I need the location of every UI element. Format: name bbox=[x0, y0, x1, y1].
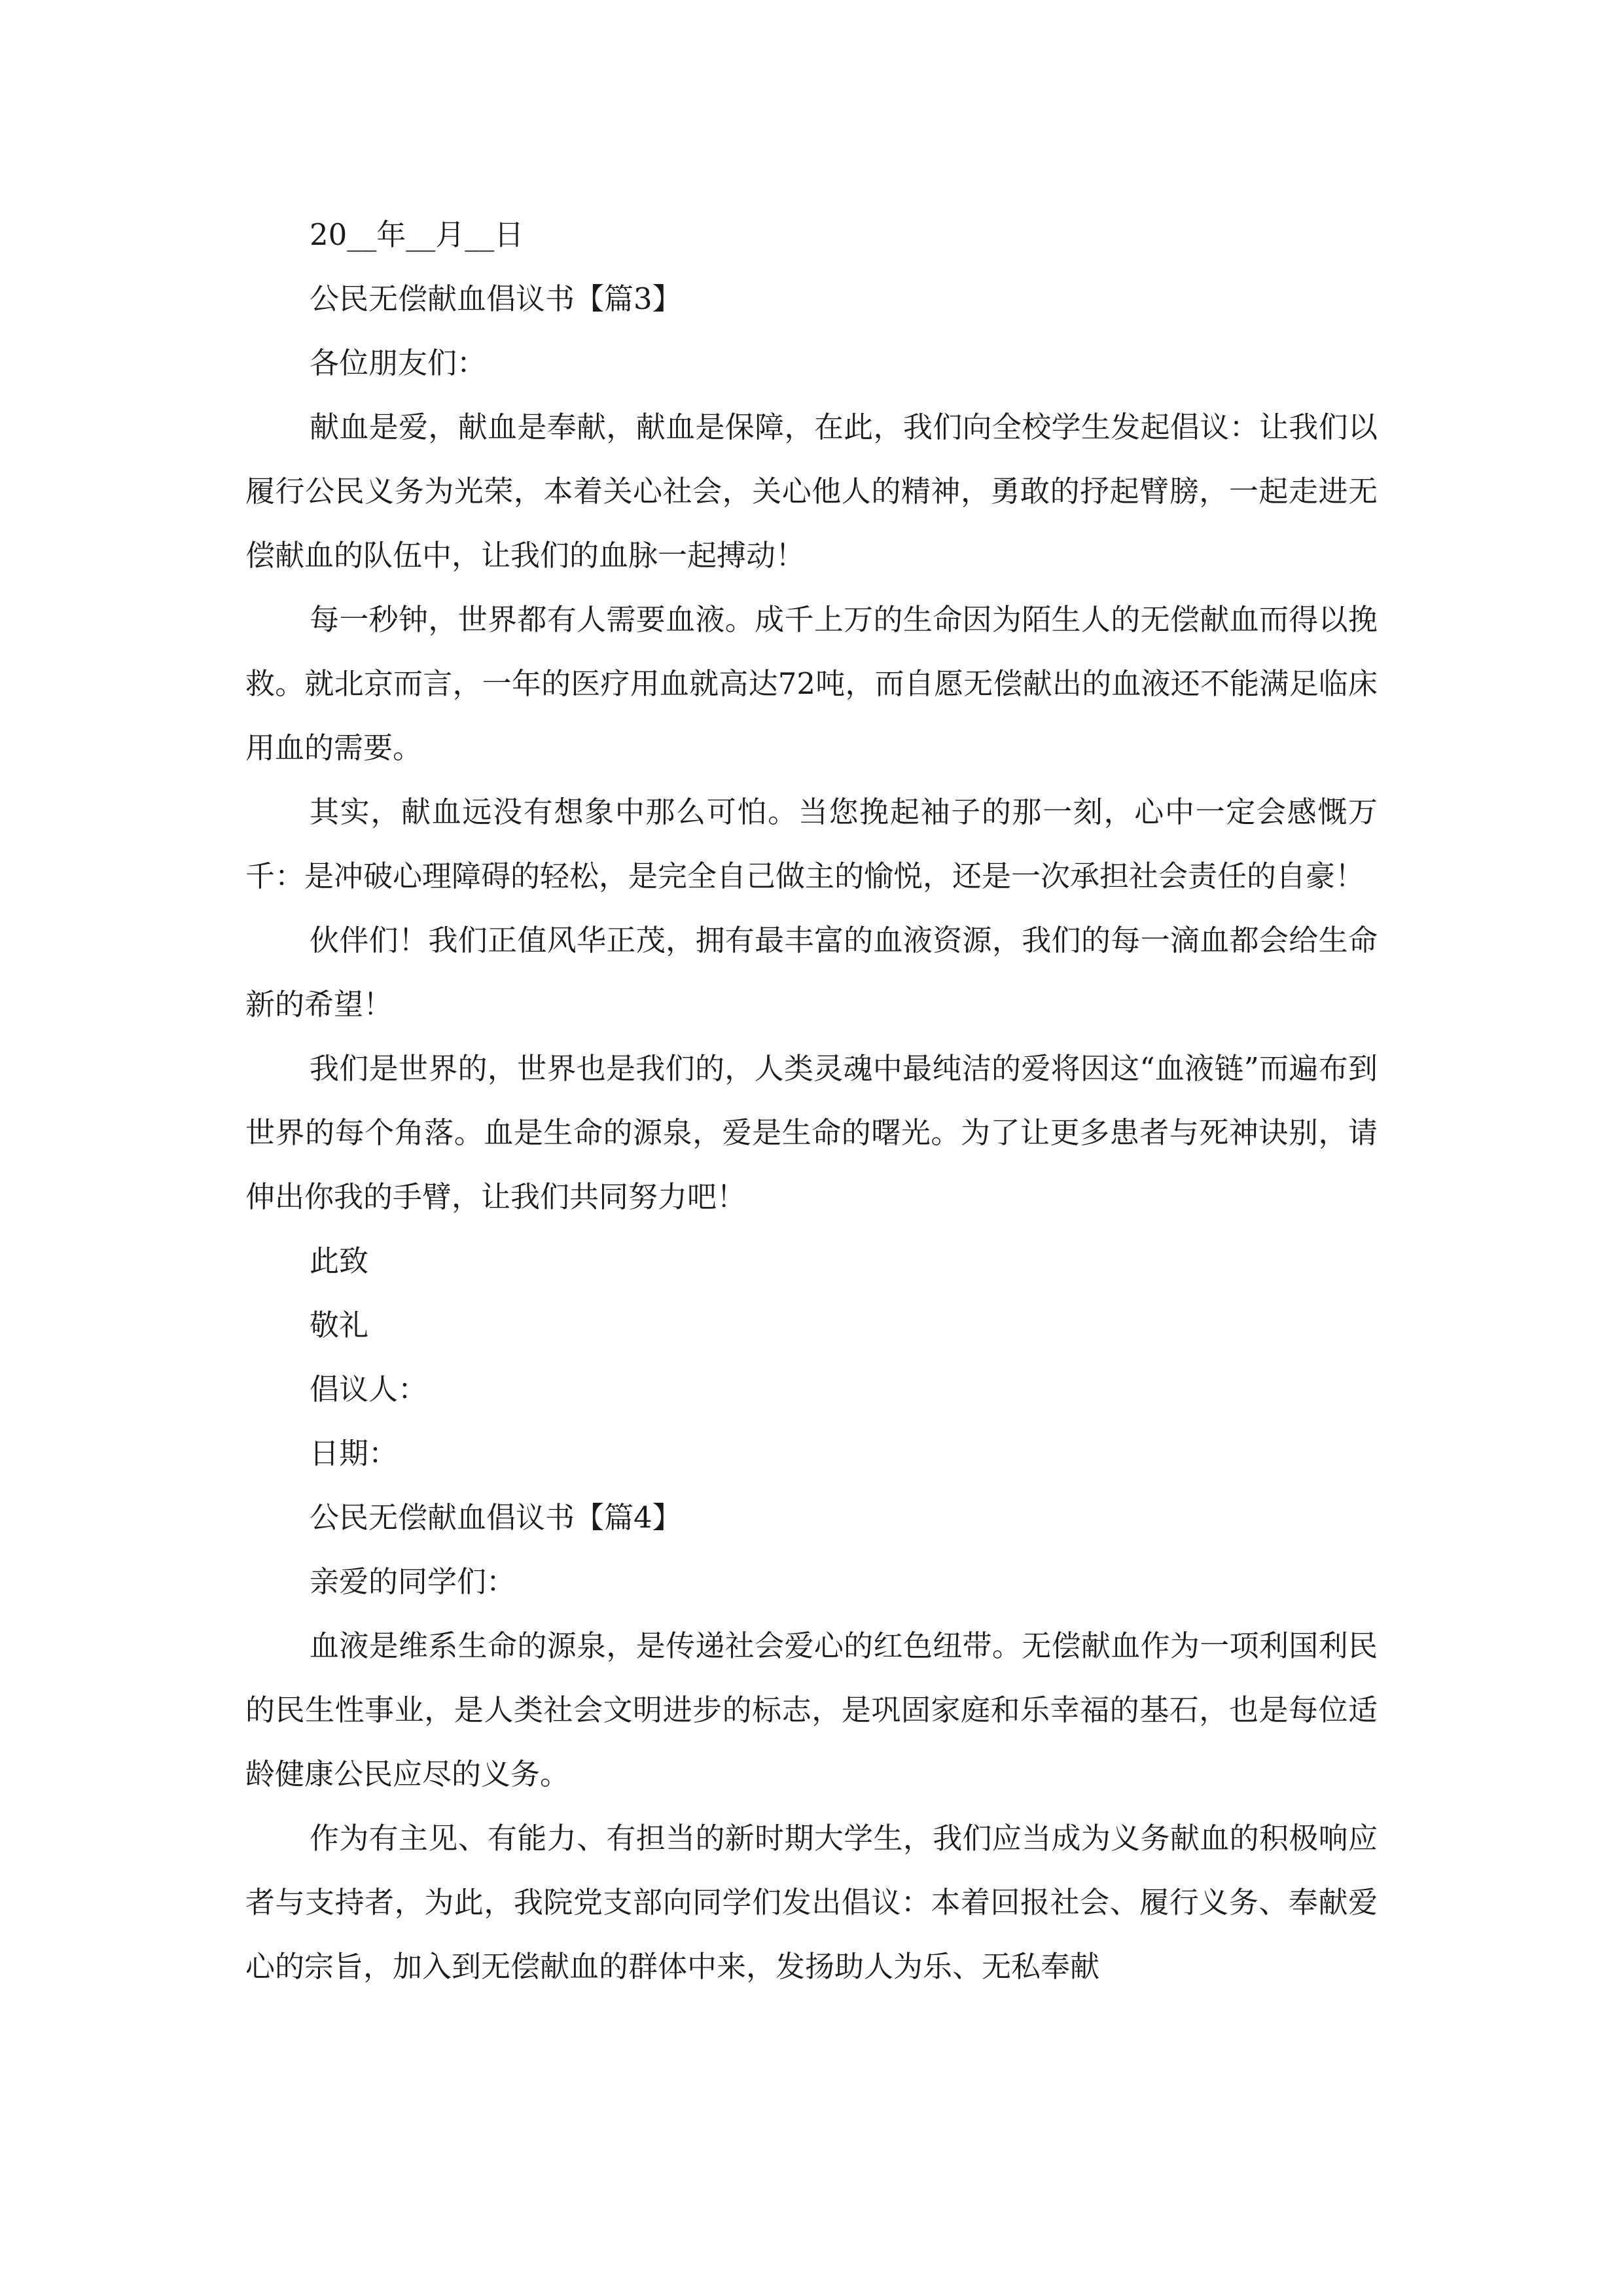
document-body bbox=[245, 203, 1378, 1999]
section-3-paragraph-2: 每一秒钟，世界都有人需要血液。成千上万的生命因为陌生人的无偿献血而得以挽救。就北京而言，一年的医疗用血就高达72吨，而自愿无偿献出的血液还不能满足临床用血的需要。 bbox=[245, 602, 1378, 765]
section-3-title: 公民无偿献血倡议书【篇3】 bbox=[310, 281, 682, 316]
section-4-title: 公民无偿献血倡议书【篇4】 bbox=[310, 1500, 682, 1535]
date-label: 日期： bbox=[310, 1436, 399, 1471]
closing-cizhi: 此致 bbox=[310, 1244, 369, 1278]
section-4-paragraph-1: 血液是维系生命的源泉，是传递社会爱心的红色纽带。无偿献血作为一项利国利民的民生性事业，是人类社会文明进步的标志，是巩固家庭和乐幸福的基石，也是每位适龄健康公民应尽的义务。 bbox=[245, 1628, 1378, 1791]
section-3-paragraph-4: 伙伴们！我们正值风华正茂，拥有最丰富的血液资源，我们的每一滴血都会给生命新的希望！ bbox=[245, 923, 1378, 1022]
section-3-paragraph-3: 其实，献血远没有想象中那么可怕。当您挽起袖子的那一刻，心中一定会感慨万千：是冲破心理障碍的轻松，是完全自己做主的愉悦，还是一次承担社会责任的自豪！ bbox=[245, 795, 1378, 893]
section-4-salutation: 亲爱的同学们： bbox=[310, 1564, 516, 1599]
initiator-label: 倡议人： bbox=[310, 1372, 428, 1407]
section-3-paragraph-5: 我们是世界的，世界也是我们的，人类灵魂中最纯洁的爱将因这“血液链”而遍布到世界的每个角落。血是生命的源泉，爱是生命的曙光。为了让更多患者与死神诀别，请伸出你我的手臂，让我们共同努力吧！ bbox=[245, 1051, 1378, 1214]
section-3-salutation: 各位朋友们： bbox=[310, 346, 487, 380]
section-4-paragraph-2: 作为有主见、有能力、有担当的新时期大学生，我们应当成为义务献血的积极响应者与支持者，为此，我院党支部向同学们发出倡议：本着回报社会、履行义务、奉献爱心的宗旨，加入到无偿献血的群体中来，发扬助人为乐、无私奉献 bbox=[245, 1821, 1378, 1984]
section-3-paragraph-1: 献血是爱，献血是奉献，献血是保障，在此，我们向全校学生发起倡议：让我们以履行公民义务为光荣，本着关心社会，关心他人的精神，勇敢的抒起臂膀，一起走进无偿献血的队伍中，让我们的血脉一起搏动！ bbox=[245, 410, 1378, 573]
date-line: 20__年__月__日 bbox=[310, 217, 524, 252]
closing-jingli: 敬礼 bbox=[310, 1308, 369, 1342]
